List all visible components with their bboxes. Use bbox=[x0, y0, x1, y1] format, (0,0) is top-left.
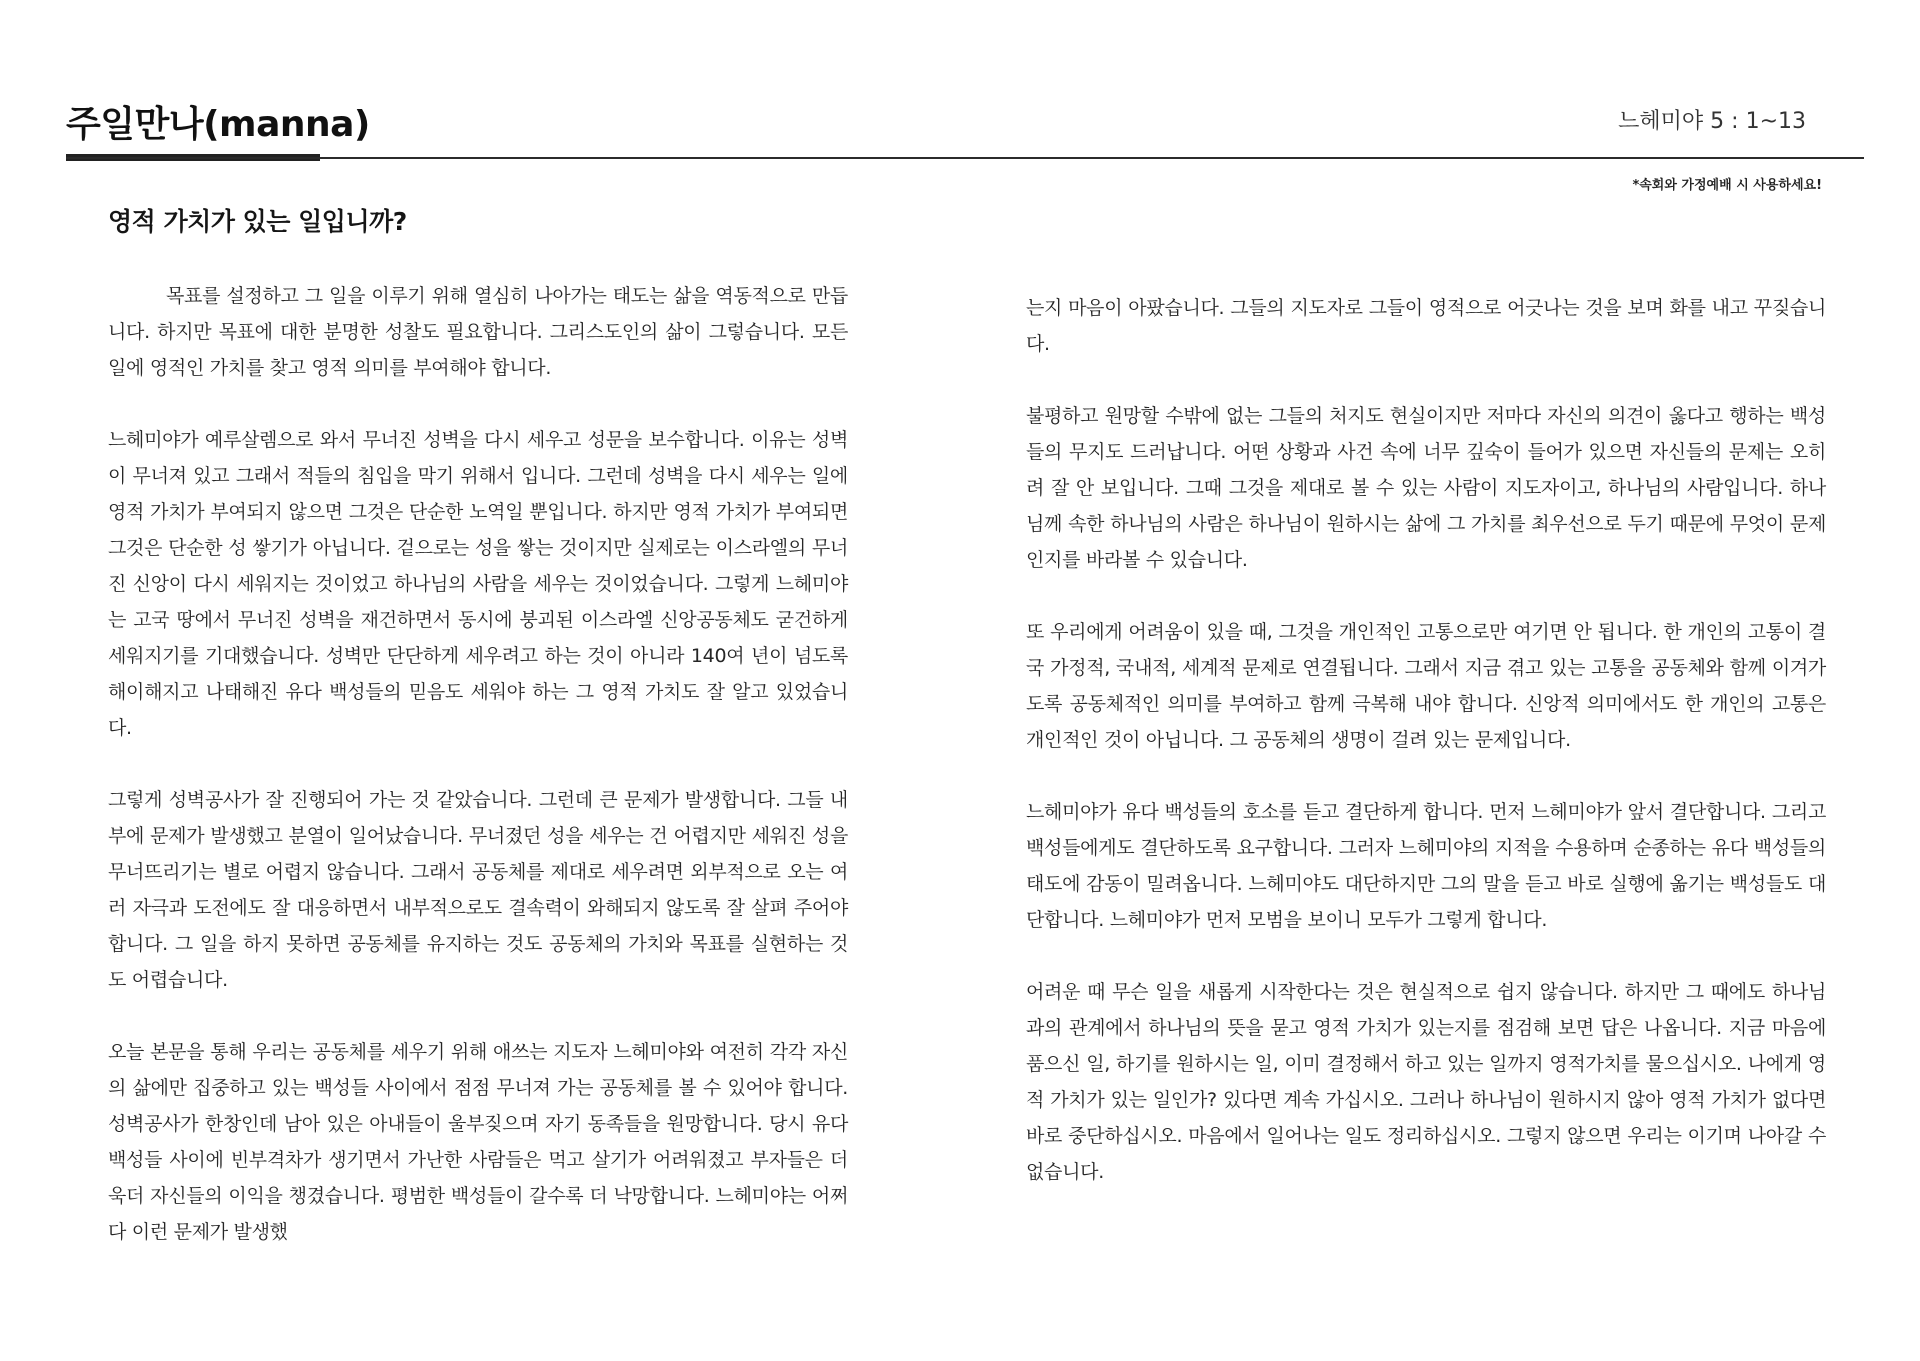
page-title: 주일만나(manna) bbox=[66, 104, 370, 145]
paragraph: 어려운 때 무슨 일을 새롭게 시작한다는 것은 현실적으로 쉽지 않습니다. 하지만 그 때에도 하나님과의 관계에서 하나님의 뜻을 묻고 영적 가치가 있는지를 점검해 보면 답은 나옵니다. 지금 마음에 품으신 일, 하기를 원하시는 일, 이미 결정해서 하고 있는 일까지 영적가치를 물으십시오. 나에게 영적 가치가 있는 일인가? 있다면 계속 가십시오. 그러나 하나님이 원하시지 않아 영적 가치가 없다면 바로 중단하십시오. 마음에서 일어나는 일도 정리하십시오. 그렇지 않으면 우리는 이기며 나아갈 수 없습니다. bbox=[1026, 981, 1826, 1183]
paragraph: 느헤미야가 예루살렘으로 와서 무너진 성벽을 다시 세우고 성문을 보수합니다. 이유는 성벽이 무너져 있고 그래서 적들의 침입을 막기 위해서 입니다. 그런데 성벽을 다시 세우는 일에 영적 가치가 부여되지 않으면 그것은 단순한 노역일 뿐입니다. 하지만 영적 가치가 부여되면 그것은 단순한 성 쌓기가 아닙니다. 겉으로는 성을 쌓는 것이지만 실제로는 이스라엘의 무너진 신앙이 다시 세워지는 것이었고 하나님의 사람을 세우는 것이었습니다. 그렇게 느헤미야는 고국 땅에서 무너진 성벽을 재건하면서 동시에 붕괴된 이스라엘 신앙공동체도 굳건하게 세워지기를 기대했습니다. 성벽만 단단하게 세우려고 하는 것이 아니라 140여 년이 넘도록 해이해지고 나태해진 유다 백성들의 믿음도 세워야 하는 그 영적 가치도 잘 알고 있었습니다. bbox=[108, 429, 849, 739]
paragraph: 그렇게 성벽공사가 잘 진행되어 가는 것 같았습니다. 그런데 큰 문제가 발생합니다. 그들 내부에 문제가 발생했고 분열이 일어났습니다. 무너졌던 성을 세우는 건 어렵지만 세워진 성을 무너뜨리기는 별로 어렵지 않습니다. 그래서 공동체를 제대로 세우려면 외부적으로 오는 여러 자극과 도전에도 잘 대응하면서 내부적으로도 결속력이 와해되지 않도록 잘 살펴 주어야 합니다. 그 일을 하지 못하면 공동체를 유지하는 것도 공동체의 가치와 목표를 실현하는 것도 어렵습니다. bbox=[108, 789, 848, 991]
paragraph: 오늘 본문을 통해 우리는 공동체를 세우기 위해 애쓰는 지도자 느헤미야와 여전히 각각 자신의 삶에만 집중하고 있는 백성들 사이에서 점점 무너져 가는 공동체를 볼 수 있어야 합니다. 성벽공사가 한창인데 남아 있은 아내들이 울부짖으며 자기 동족들을 원망합니다. 당시 유다 백성들 사이에 빈부격차가 생기면서 가난한 사람들은 먹고 살기가 어려워졌고 부자들은 더욱더 자신들의 이익을 챙겼습니다. 평범한 백성들이 갈수록 더 낙망합니다. 느헤미야는 어쩌다 이런 문제가 발생했 bbox=[108, 1041, 849, 1243]
usage-note: *속회와 가정예배 시 사용하세요! bbox=[1632, 178, 1822, 193]
scripture-reference: 느헤미야 5 : 1~13 bbox=[1618, 109, 1806, 134]
paragraph: 목표를 설정하고 그 일을 이루기 위해 열심히 나아가는 태도는 삶을 역동적으로 만듭니다. 하지만 목표에 대한 분명한 성찰도 필요합니다. 그리스도인의 삶이 그렇습니다. 모든 일에 영적인 가치를 찾고 영적 의미를 부여해야 합니다. bbox=[108, 285, 848, 379]
paragraph: 불평하고 원망할 수밖에 없는 그들의 처지도 현실이지만 저마다 자신의 의견이 옳다고 행하는 백성들의 무지도 드러납니다. 어떤 상황과 사건 속에 너무 깊숙이 들어가 있으면 자신들의 문제는 오히려 잘 안 보입니다. 그때 그것을 제대로 볼 수 있는 사람이 지도자이고, 하나님의 사람입니다. 하나님께 속한 하나님의 사람은 하나님이 원하시는 삶에 그 가치를 최우선으로 두기 때문에 무엇이 문제인지를 바라볼 수 있습니다. bbox=[1026, 405, 1826, 571]
paragraph: 는지 마음이 아팠습니다. 그들의 지도자로 그들이 영적으로 어긋나는 것을 보며 화를 내고 꾸짖습니다. bbox=[1026, 297, 1826, 355]
right-column bbox=[1026, 290, 1826, 1226]
paragraph: 또 우리에게 어려움이 있을 때, 그것을 개인적인 고통으로만 여기면 안 됩니다. 한 개인의 고통이 결국 가정적, 국내적, 세계적 문제로 연결됩니다. 그래서 지금 겪고 있는 고통을 공동체와 함께 이겨가도록 공동체적인 의미를 부여하고 함께 극복해 내야 합니다. 신앙적 의미에서도 한 개인의 고통은 개인적인 것이 아닙니다. 그 공동체의 생명이 걸려 있는 문제입니다. bbox=[1026, 621, 1826, 751]
section-heading: 영적 가치가 있는 일입니까? bbox=[108, 207, 407, 236]
left-column bbox=[108, 278, 848, 1286]
header-rule bbox=[66, 157, 1864, 159]
paragraph: 느헤미야가 유다 백성들의 호소를 듣고 결단하게 합니다. 먼저 느헤미야가 앞서 결단합니다. 그리고 백성들에게도 결단하도록 요구합니다. 그러자 느헤미야의 지적을 수용하며 순종하는 유다 백성들의 태도에 감동이 밀려옵니다. 느헤미야도 대단하지만 그의 말을 듣고 바로 실행에 옮기는 백성들도 대단합니다. 느헤미야가 먼저 모범을 보이니 모두가 그렇게 합니다. bbox=[1026, 801, 1826, 931]
